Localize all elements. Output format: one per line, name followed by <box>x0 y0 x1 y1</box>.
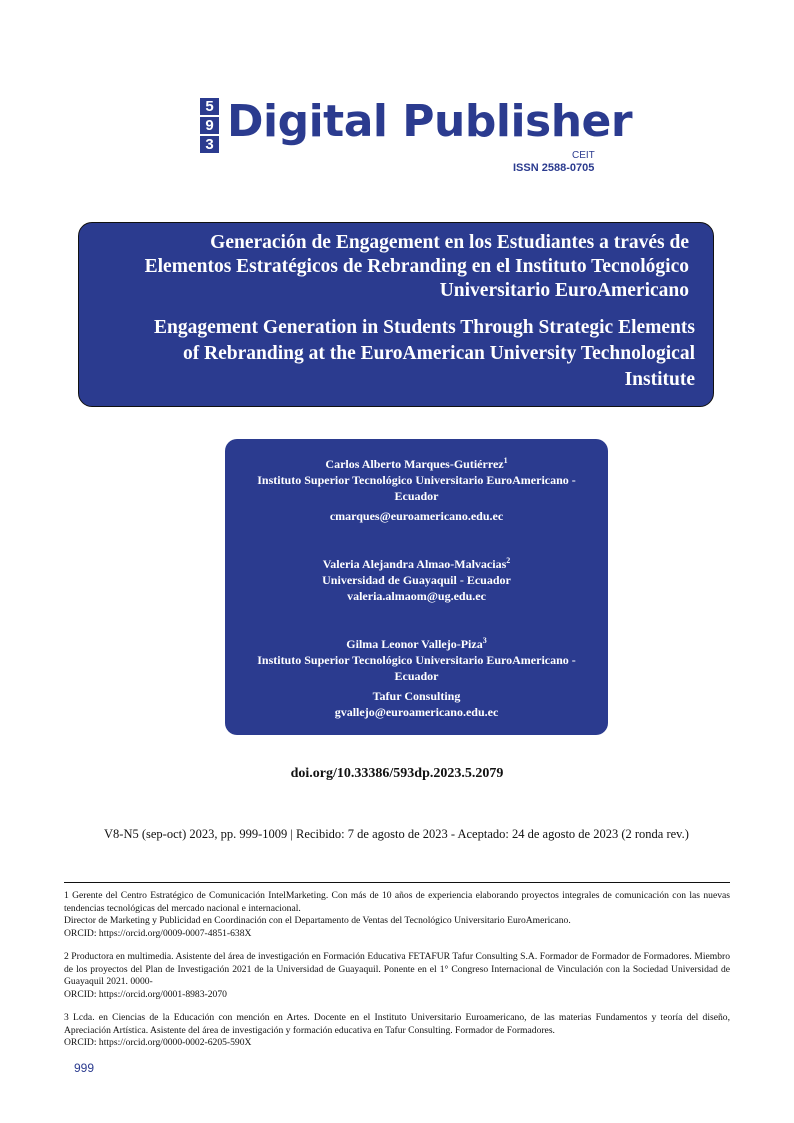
title-line: Institute <box>624 369 695 390</box>
footnote <box>64 951 730 1001</box>
author-affiliation: Instituto Superior Tecnológico Universitario EuroAmericano - <box>257 653 576 667</box>
author-email[interactable]: valeria.almaom@ug.edu.ec <box>347 589 486 603</box>
footnote-marker[interactable]: 3 <box>482 636 487 645</box>
masthead-number-stack <box>200 98 219 155</box>
journal-issn: ISSN 2588-0705 <box>513 162 595 174</box>
masthead-digit: 9 <box>200 117 219 134</box>
footnote-orcid[interactable]: ORCID: https://orcid.org/0009-0007-4851-638X <box>64 927 252 939</box>
author-organization: Tafur Consulting <box>372 689 461 703</box>
footnote-divider <box>64 882 730 883</box>
author-name: Gilma Leonor Vallejo-Piza$^3$ <box>346 636 487 651</box>
author-affiliation: Instituto Superior Tecnológico Universitario EuroAmericano - <box>257 473 576 487</box>
author-email[interactable]: gvallejo@euroamericano.edu.ec <box>334 705 499 719</box>
title-line: of Rebranding at the EuroAmerican University Technological <box>182 343 695 364</box>
footnote-text: 3 Lcda. en Ciencias de la Educación con mención en Artes. Docente en el Instituto Universitario Euroamericano, de las materias Fundamentos y teoría del diseño, Apreciación Artística. Asistente del área de investigación y formación educativa en Tafur Consulting. Formador de Formadores. <box>64 1012 730 1036</box>
title-line: Universitario EuroAmericano <box>439 280 689 301</box>
author-email[interactable]: cmarques@euroamericano.edu.ec <box>329 509 504 523</box>
journal-masthead <box>200 96 633 180</box>
masthead-digit: 5 <box>200 98 219 115</box>
title-spanish <box>99 231 695 303</box>
page-number: 999 <box>74 1061 95 1075</box>
footnote-marker[interactable]: 2 <box>506 556 511 565</box>
footnote <box>64 890 730 940</box>
author-block <box>225 453 608 524</box>
footnote-orcid[interactable]: ORCID: https://orcid.org/0000-0002-6205-590X <box>64 1037 252 1048</box>
footnote-orcid[interactable]: ORCID: https://orcid.org/0001-8983-2070 <box>64 988 227 1000</box>
masthead-digit: 3 <box>200 136 219 153</box>
author-affiliation: Universidad de Guayaquil - Ecuador <box>322 573 511 587</box>
authors-box <box>225 439 608 735</box>
footnote <box>64 1012 730 1050</box>
footnote-text: 1 Gerente del Centro Estratégico de Comunicación IntelMarketing. Con más de 10 años de experiencia elaborando proyectos integrales de comunicación con las nuevas tendencias tecnológicas del mercado nacional e internacional. <box>64 890 730 914</box>
title-line: Generación de Engagement en los Estudiantes a través de <box>210 232 689 253</box>
article-title-box <box>78 222 714 407</box>
footnotes <box>64 890 730 1061</box>
article-doi[interactable]: doi.org/10.33386/593dp.2023.5.2079 <box>290 766 504 781</box>
author-block <box>225 553 608 604</box>
journal-ceit: CEIT <box>572 150 595 161</box>
footnote-marker[interactable]: 1 <box>503 456 508 465</box>
author-name: Valeria Alejandra Almao-Malvacias$^2$ <box>322 556 511 571</box>
footnote-text: 2 Productora en multimedia. Asistente del área de investigación en Formación Educativa FETAFUR Tafur Consulting S.A. Formador de Formador de Formadores. Miembro de los proyectos del Plan de Investigación 2021 de la Universidad de Guayaquil. Ponente en el 1° Congreso Internacional de Vinculación con la Sociedad Universidad de Guayaquil 2021. 0000- <box>64 951 730 987</box>
title-english <box>99 315 695 393</box>
author-block <box>225 633 608 720</box>
title-line: Elementos Estratégicos de Rebranding en el Instituto Tecnológico <box>144 256 689 277</box>
author-affiliation: Ecuador <box>394 489 439 503</box>
title-line: Engagement Generation in Students Through Strategic Elements <box>154 317 695 338</box>
volume-info: V8-N5 (sep-oct) 2023, pp. 999-1009 | Recibido: 7 de agosto de 2023 - Aceptado: 24 de agosto de 2023 (2 ronda rev.) <box>104 827 689 841</box>
author-affiliation: Ecuador <box>394 669 439 683</box>
author-name: Carlos Alberto Marques-Gutiérrez$^1$ <box>325 456 508 471</box>
journal-logo-text: Digital Publisher <box>227 96 633 147</box>
footnote-text: Director de Marketing y Publicidad en Coordinación con el Departamento de Ventas del Tecnológico Universitario EuroAmericano. <box>64 915 571 926</box>
